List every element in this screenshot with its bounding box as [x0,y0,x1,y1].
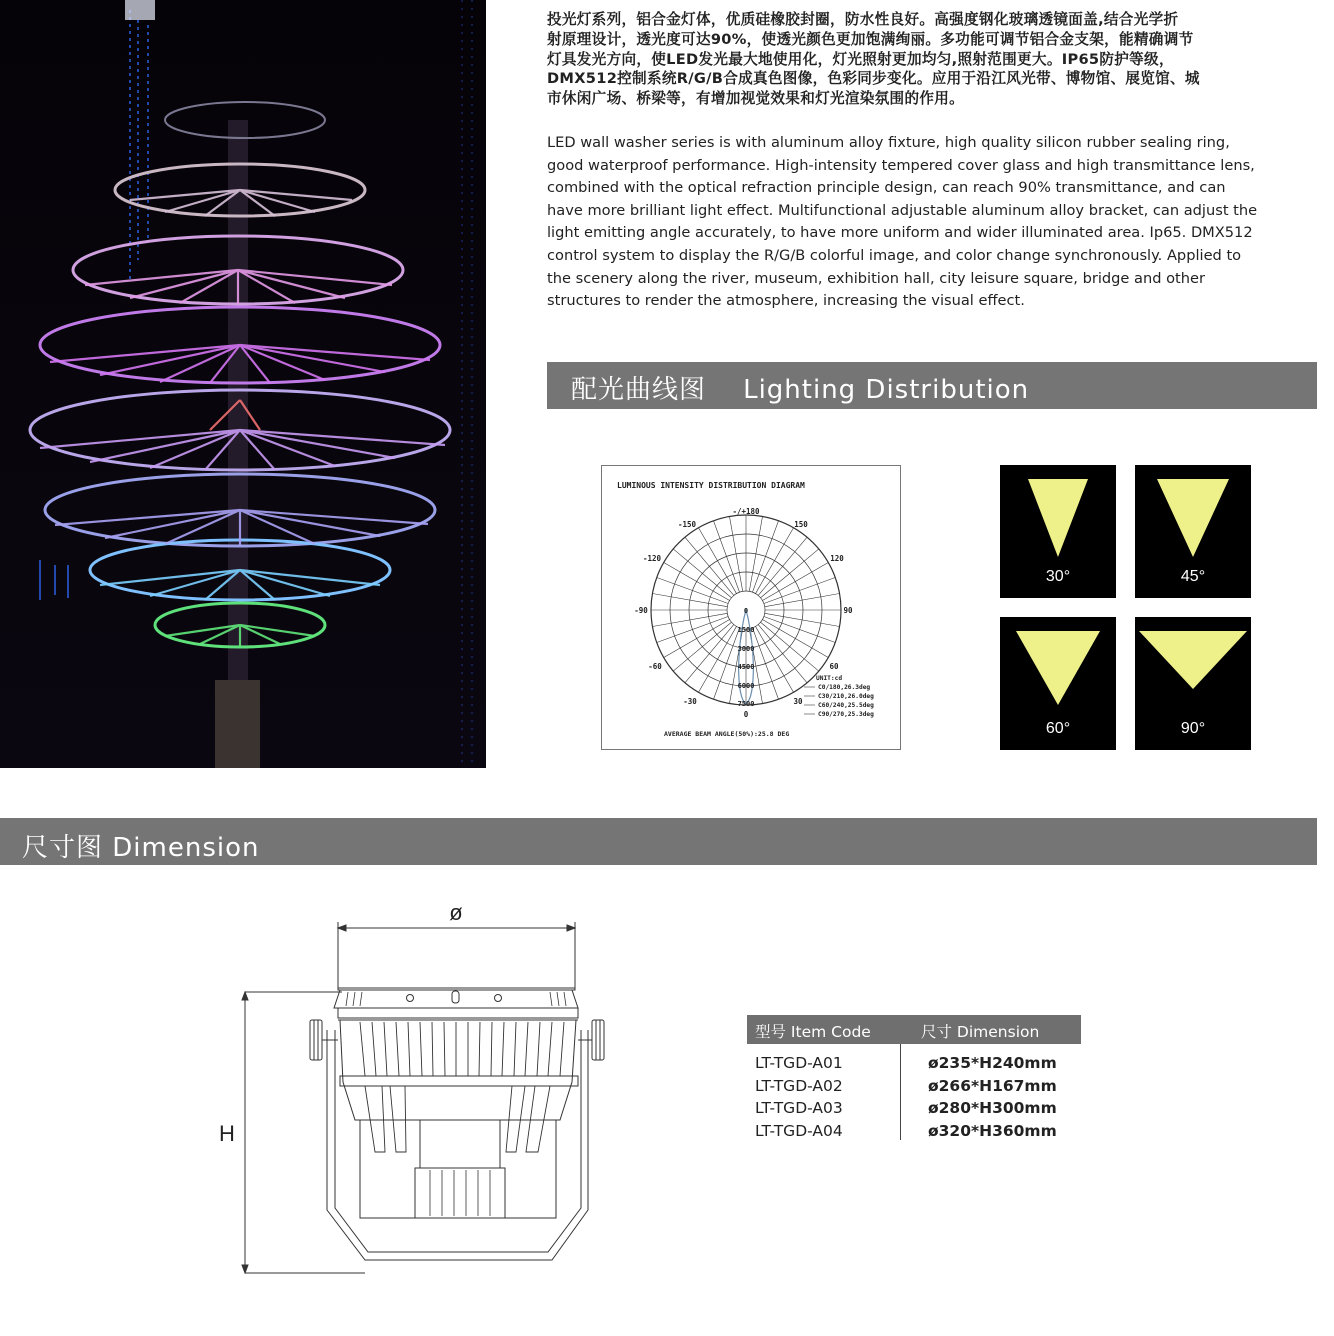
diameter-label: ø [449,900,463,925]
description-english [547,132,1327,313]
beam-angle-label: 30° [1045,568,1071,585]
angle-label: 120 [830,554,844,563]
dimension-title-cn: 尺寸图 [22,833,104,863]
polar-legend [804,675,874,718]
dimension-table [747,1015,1081,1142]
intensity-label: 0 [743,607,749,615]
legend-entry: C60/240,25.5deg [818,702,874,709]
beam-tile-30 [1000,465,1116,598]
description-en-line: structures to render the atmosphere, increasing the visual effect. [547,292,1025,310]
angle-label: 30 [793,697,803,706]
unit-label: UNIT:cd [816,675,843,682]
description-en-line: combined with the optical refraction principle design, can reach 90% transmittance, and can [547,179,1226,197]
polar-spoke [730,516,743,591]
intensity-label: 4500 [737,663,755,671]
legend-entry: C30/210,26.0deg [818,693,874,700]
angle-label: 90 [843,606,853,615]
polar-spoke [765,594,840,607]
angle-label: -120 [642,554,662,563]
polar-spoke [652,613,727,626]
table-row [747,1097,1081,1120]
description-en-line: good waterproof performance. High-intensity tempered cover glass and high transmittance lens, [547,156,1255,174]
table-row [747,1052,1081,1075]
beam-angle-label: 90° [1180,720,1206,737]
intensity-label: 3000 [737,645,755,653]
description-en-line: LED wall washer series is with aluminum alloy fixture, high quality silicon rubber sealing ring, [547,134,1230,151]
polar-spoke [657,578,728,604]
intensity-label: 6000 [737,682,755,690]
lighting-distribution-title [571,369,1029,406]
beam-angle-label: 45° [1180,568,1206,585]
height-label: H [219,1121,235,1146]
angle-label: 150 [794,520,808,529]
polar-footer: AVERAGE BEAM ANGLE(50%):25.8 DEG [664,730,790,738]
description-cn-line: 灯具发光方向，使LED发光最大地使用化，灯光照射更加均匀,照射范围更大。IP65防护等级， [547,50,1174,68]
item-code: LT-TGD-A02 [755,1076,843,1095]
intensity-label: 7500 [737,700,755,708]
description-en-line: control system to display the R/G/B colorful image, and color change synchronously. Applied to [547,246,1242,264]
intensity-label: 1500 [737,626,755,634]
polar-spoke [764,616,835,642]
polar-spoke [714,521,740,592]
angle-label: 0 [743,710,749,719]
item-dimension: ø320*H360mm [928,1121,1057,1140]
lighting-title-en: Lighting Distribution [743,375,1030,405]
polar-spoke [764,578,835,604]
table-row [747,1120,1081,1143]
dimension-title [22,827,259,864]
description-en-line: have more brilliant light effect. Multifunctional adjustable aluminum alloy bracket, can adjust the [547,201,1258,219]
luminous-intensity-diagram [601,465,901,750]
item-dimension: ø266*H167mm [928,1076,1057,1095]
beam-tile-90 [1135,617,1251,750]
polar-spoke [765,613,840,626]
header-dimension: 尺寸 Dimension [921,1023,1040,1041]
lighting-title-cn: 配光曲线图 [571,375,707,405]
angle-label: -/+180 [732,507,760,516]
beam-angle-label: 60° [1045,720,1071,737]
beam-tile-45 [1135,465,1251,598]
lighting-distribution-header [547,362,1317,409]
description-en-line: light emitting angle accurately, to have more uniform and wider illuminated area. Ip65. DMX512 [547,224,1253,242]
table-row [747,1075,1081,1098]
angle-label: -90 [634,606,648,615]
table-header [747,1015,1081,1044]
item-code: LT-TGD-A01 [755,1054,843,1072]
description-en-line: the scenery along the river, museum, exhibition hall, city leisure square, bridge and other [547,269,1206,287]
polar-spoke [714,628,740,699]
item-code: LT-TGD-A03 [755,1099,843,1117]
description-cn-line: DMX512控制系统R/G/B合成真色图像，色彩同步变化。应用于沿江风光带、博物馆、展览馆、城 [547,70,1200,88]
polar-spoke [752,628,778,699]
polar-title: LUMINOUS INTENSITY DISTRIBUTION DIAGRAM [617,481,805,490]
angle-label: 60 [829,662,839,671]
dimension-title-en: Dimension [112,833,260,863]
angle-label: -150 [677,520,697,529]
description-cn-line: 市休闲广场、桥梁等，有增加视觉效果和灯光渲染氛围的作用。 [547,90,965,108]
polar-spoke [657,616,728,642]
legend-entry: C0/180,26.3deg [818,684,871,691]
beam-tile-60 [1000,617,1116,750]
table-divider [900,1044,901,1140]
item-dimension: ø235*H240mm [928,1054,1057,1072]
description-chinese [547,10,1327,109]
polar-chart [602,466,900,749]
angle-label: -30 [683,697,697,706]
angle-label: -60 [648,662,662,671]
legend-entry: C90/270,25.3deg [818,711,874,718]
item-code: LT-TGD-A04 [755,1121,843,1140]
polar-spoke [652,594,727,607]
illuminated-sculpture-image [0,0,486,768]
dimension-header [0,818,1317,865]
header-item-code: 型号 Item Code [755,1023,871,1041]
polar-spoke [752,521,778,592]
polar-spoke [749,516,762,591]
product-photo [0,0,486,768]
description-cn-line: 射原理设计，透光度可达90%，使透光颜色更加饱满绚丽。多功能可调节铝合金支架，能精确调节 [547,30,1194,48]
item-dimension: ø280*H300mm [928,1099,1057,1117]
fixture-dimension-drawing [200,890,620,1290]
description-cn-line: 投光灯系列，铝合金灯体，优质硅橡胶封圈，防水性良好。高强度钢化玻璃透镜面盖,结合光学折 [547,11,1179,28]
